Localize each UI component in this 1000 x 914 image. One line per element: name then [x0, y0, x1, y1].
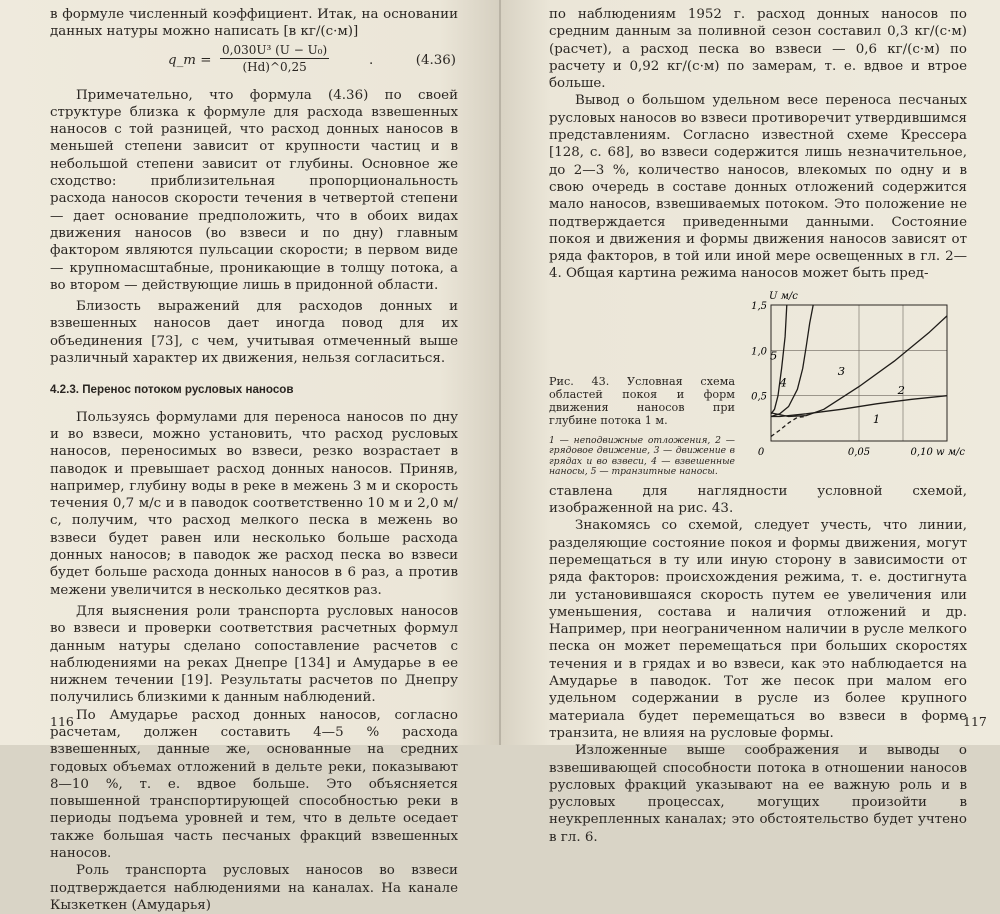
chart-y-tick-label: 0,5 [751, 391, 767, 403]
figure-caption-legend: 1 — неподвижные отложения, 2 — грядовое движение, 3 — движение в грядах и во взвеси, 4 — взвешенные наносы, 5 — транзитные наносы. [549, 434, 735, 478]
chart-series-line-5 [771, 416, 806, 436]
chart-y-tick-label: 1,0 [751, 346, 767, 358]
figure-caption-title: Рис. 43. Условная схема областей покоя и форм движения наносов при глубине потока 1 м. [549, 374, 735, 428]
right-paragraph-1: по наблюдениям 1952 г. расход донных наносов по средним данным за поливной сезон составил 0,3 кг/(с·м) (расчет), а расход песка во взвеси — 0,6 кг/(с·м) по расчету и 0,92 кг/(с·м) по замерам, т. е. вдвое и втрое больше. [549, 7, 967, 92]
chart-y-axis-label: U м/с [769, 290, 798, 302]
figure-43-chart [741, 285, 967, 481]
left-paragraph-6: По Амударье расход донных наносов, согласно расчетам, должен составить 4—5 % расхода взвешенных, данные же, основанные на средних годовых объемах отложений в дельте реки, показывают 8—10 %, т. е. вдвое больше. Это объясняется повышенной транспортирующей способностью реки в периоды подъема уровней и тем, что в дельте оседает также большая часть песчаных фракций взвешенных наносов. [50, 707, 458, 862]
left-paragraph-7: Роль транспорта русловых наносов во взвеси подтверждается наблюдениями на каналах. На канале Кызкеткен (Амударья) [50, 863, 458, 913]
left-paragraph-5: Для выяснения роли транспорта русловых наносов во взвеси и проверки соответствия расчетных формул данным натуры сделано сопоставление расчетов с наблюдениями на реках Днепре [134] и Амударье в ее нижнем течении [19]. Результаты расчетов по Днепру получились близкими к данным наблюдений. [50, 603, 458, 706]
page-number-right: 117 [963, 714, 987, 729]
chart-x-axis-label: 0,10 w м/с [910, 446, 965, 458]
chart-region-label-4: 4 [779, 375, 787, 390]
formula-4-36 [50, 43, 458, 83]
figure-43 [549, 285, 967, 483]
chart-y-tick-label: 1,5 [751, 300, 767, 312]
left-page [0, 0, 499, 913]
formula-number: (4.36) [415, 52, 456, 68]
formula-numerator: 0,030U³ (U − U₀) [222, 42, 328, 57]
chart-x-tick-label: 0 [757, 446, 765, 458]
left-paragraph-1: в формуле численный коэффициент. Итак, на основании данных натуры можно написать [в кг/(с·м)] [50, 7, 458, 40]
formula-denominator: (Hd)^0,25 [242, 59, 307, 74]
formula-fraction [220, 43, 329, 75]
right-paragraph-2: Вывод о большом удельном весе переноса песчаных русловых наносов во взвеси противоречит утвердившимся представлениям. Согласно известной схеме Крессера [128, с. 68], во взвеси содержится лишь незначительное, до 2—3 %, количество наносов, влекомых по одну и в свою очередь в составе донных отложений содержится мало наносов, взвешиваемых потоком. Это положение не подтверждается приведенными данными. Состояние покоя и движения и формы движения наносов зависят от ряда факторов, в той или иной мере освещенных в гл. 2—4. Общая картина режима наносов может быть пред- [549, 93, 967, 282]
right-paragraph-5: Изложенные выше соображения и выводы о взвешивающей способности потока в отношении наносов русловых фракций указывают на ее важную роль и в русловых процессах, могущих произойти в неукрепленных каналах; это обстоятельство будет учтено в гл. 6. [549, 743, 967, 845]
chart-region-label-1: 1 [872, 411, 881, 426]
right-page [501, 0, 1000, 845]
right-paragraph-3: ставлена для наглядности условной схемой, изображенной на рис. 43. [549, 483, 967, 517]
chart-region-label-2: 2 [897, 382, 905, 397]
chart-region-label-3: 3 [837, 363, 846, 378]
left-paragraph-4: Пользуясь формулами для переноса наносов по дну и во взвеси, можно установить, что расход русловых наносов, переносимых во взвеси, резко возрастает в паводок и превышает расход донных наносов. Приняв, например, глубину воды в реке в межень 3 м и скорость течения 0,7 м/с и в паводок соответственно 10 м и 2,0 м/с, получим, что расход мелкого песка в межень во взвеси будет равен или несколько больше расхода донных наносов; в паводок же расход песка во взвеси будет больше расхода донных наносов в 6 раз, а против межени увеличится в несколько десятков раз. [50, 409, 458, 598]
chart-x-tick-label: 0,05 [847, 446, 871, 458]
right-paragraph-4: Знакомясь со схемой, следует учесть, что линии, разделяющие состояние покоя и формы движения, могут перемещаться в ту или иную сторону в зависимости от ряда факторов: происхождения режима, т. е. достигнута ли установившаяся скорость путем ее увеличения или уменьшения, состава и наличия отложений и др. Например, при неограниченном наличии в русле мелкого песка он может перемещаться при больших скоростях течения и в грядах и во взвеси, как это наблюдается на Амударье в паводок. Тот же песок при малом его удельном содержании в русле из более крупного материала будет перемещаться во взвеси в форме транзита, не влияя на русловые формы. [549, 518, 967, 741]
left-text-column [50, 6, 458, 914]
formula-lhs: q_т = [168, 52, 212, 68]
page-number-left: 116 [50, 714, 74, 729]
right-text-column [549, 6, 967, 846]
left-paragraph-2: Примечательно, что формула (4.36) по своей структуре близка к формуле для расхода взвешенных наносов с той разницей, что расход донных наносов в меньшей степени зависит от крупности частиц и в небольшой степени зависит от глубины. Основное же сходство: приблизительная пропорциональность расхода наносов скорости течения в четвертой степени — дает основание предположить, что в обоих видах движения наносов (во взвеси и по дну) главным фактором являются пульсации скорости; в первом виде — крупномасштабные, проникающие в толщу потока, а во втором — действующие лишь в придонной области. [50, 87, 458, 293]
section-heading: 4.2.3. Перенос потоком русловых наносов [50, 383, 294, 397]
left-paragraph-3: Близость выражений для расходов донных и взвешенных наносов дает иногда повод для их объединения [73], с чем, учитывая отмеченный выше различный характер их движения, нельзя согласиться. [50, 299, 458, 367]
figure-caption [549, 375, 735, 478]
formula-tail: . [369, 52, 374, 68]
chart-region-label-5: 5 [769, 348, 778, 363]
